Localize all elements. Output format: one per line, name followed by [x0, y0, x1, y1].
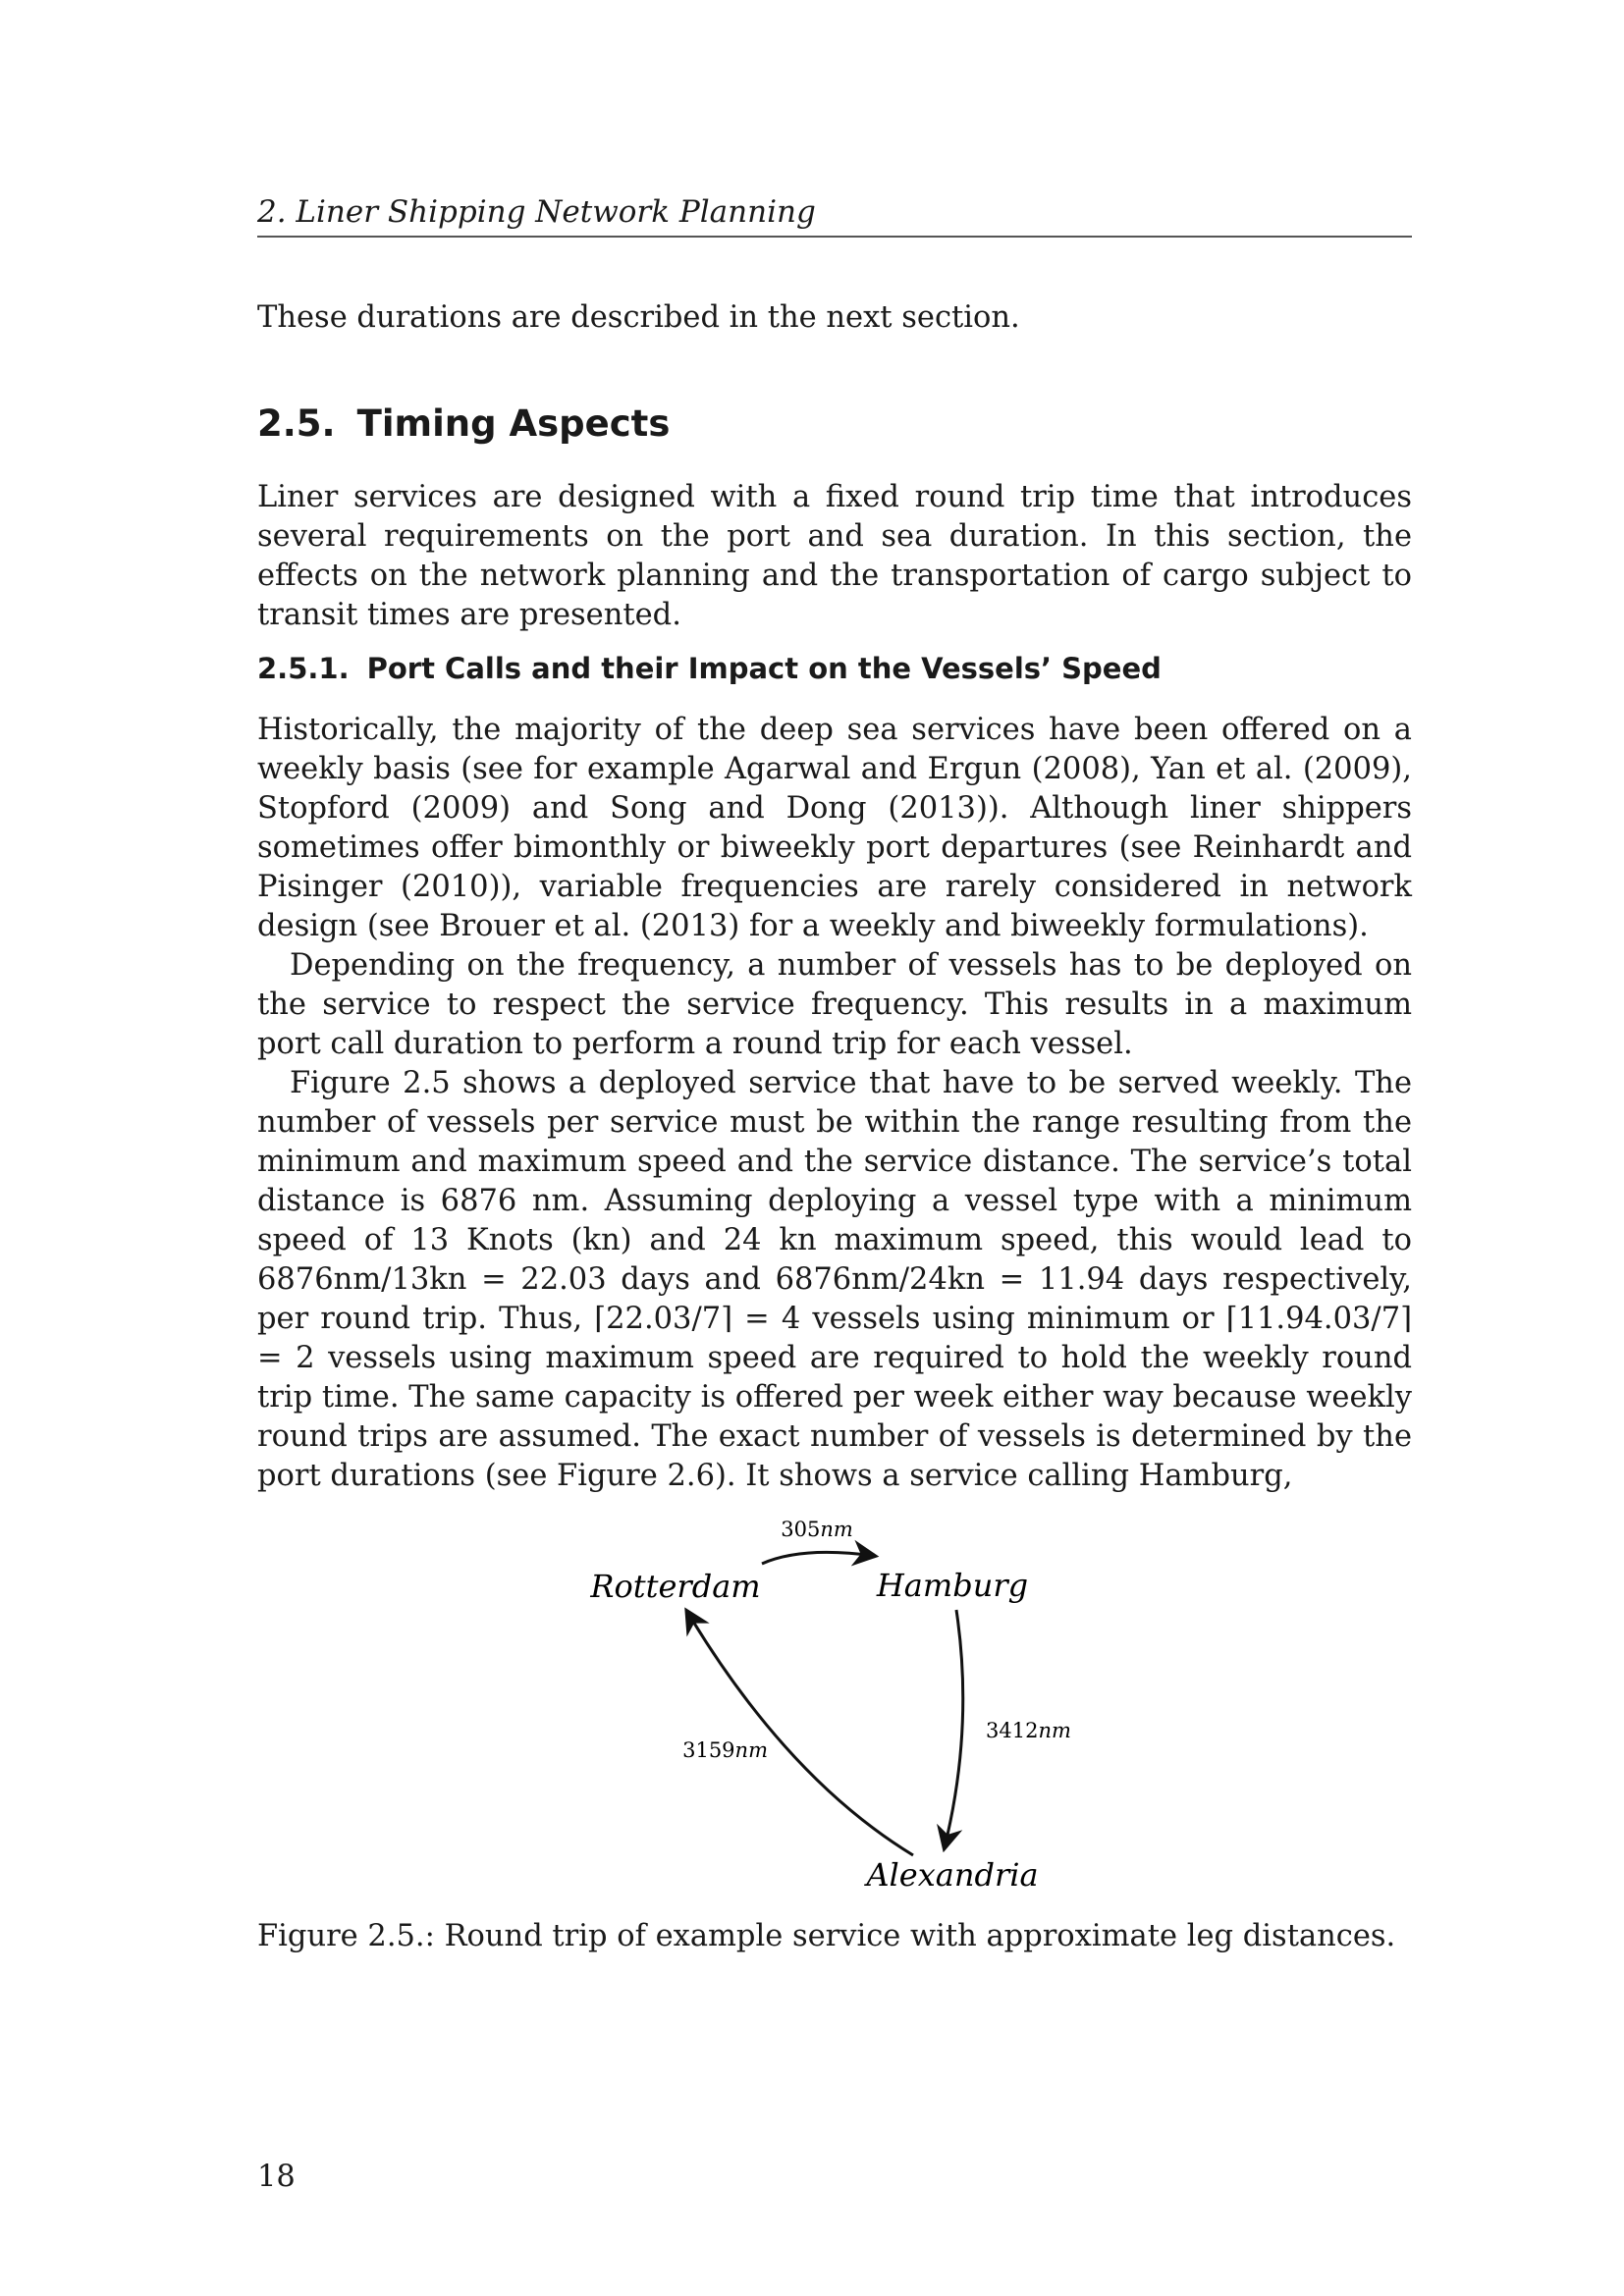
figure-caption: Figure 2.5.: Round trip of example service with approximate leg distances. — [257, 1919, 1396, 1953]
subsection-heading — [257, 649, 1162, 688]
port-label-alexandria: Alexandria — [866, 1856, 1039, 1894]
running-header: 2. Liner Shipping Network Planning — [257, 192, 1412, 238]
leg-value-hamburg-alexandria: 3412 — [986, 1719, 1039, 1742]
section-paragraph-block — [257, 478, 1412, 635]
port-label-rotterdam: Rotterdam — [590, 1568, 761, 1605]
section-paragraph: Liner services are designed with a fixed round trip time that introduces several requirements on the port and sea duration. In this section, the effects on the network planning and the transportation of cargo subject to transit times are presented. — [257, 480, 1412, 632]
body-paragraph-2: Depending on the frequency, a number of vessels has to be deployed on the service to respect the service frequency. This results in a maximum port call duration to perform a round trip for each vessel. — [257, 948, 1412, 1061]
section-title: Timing Aspects — [356, 402, 671, 445]
intro-paragraph — [257, 298, 1412, 338]
body-paragraph-1: Historically, the majority of the deep sea services have been offered on a weekly basis (see for example Agarwal and Ergun (2008), Yan et al. (2009), Stopford (2009) and Song and Dong (2013)). Although liner shippers sometimes offer bimonthly or biweekly port departures (see Reinhardt and Pisinger (2010)), variable frequencies are rarely considered in network design (see Brouer et al. (2013) for a weekly and biweekly formulations). — [257, 713, 1412, 943]
port-label-hamburg: Hamburg — [876, 1567, 1029, 1604]
intro-line: These durations are described in the next section. — [257, 300, 1020, 335]
leg-unit-rotterdam-hamburg: nm — [820, 1518, 853, 1541]
section-number: 2.5. — [257, 402, 336, 445]
leg-value-alexandria-rotterdam: 3159 — [682, 1738, 735, 1762]
subsection-number: 2.5.1. — [257, 652, 350, 685]
subsection-title: Port Calls and their Impact on the Vessels’ Speed — [366, 652, 1162, 685]
leg-value-rotterdam-hamburg: 305 — [781, 1518, 821, 1541]
round-trip-figure — [257, 1492, 1412, 1904]
subsection-body — [257, 711, 1412, 1496]
leg-unit-alexandria-rotterdam: nm — [734, 1738, 768, 1762]
section-heading — [257, 400, 670, 448]
leg-label-rotterdam-hamburg — [781, 1518, 853, 1541]
page-number: 18 — [257, 2160, 296, 2194]
leg-unit-hamburg-alexandria: nm — [1038, 1719, 1071, 1742]
leg-label-alexandria-rotterdam — [682, 1738, 768, 1762]
leg-arrow-alexandria-rotterdam — [687, 1612, 913, 1855]
body-paragraph-3: Figure 2.5 shows a deployed service that have to be served weekly. The number of vessels per service must be within the range resulting from the minimum and maximum speed and the service distance. The service’s total distance is 6876 nm. Assuming deploying a vessel type with a minimum speed of 13 Knots (kn) and 24 kn maximum speed, this would lead to 6876nm/13kn = 22.03 days and 6876nm/24kn = 11.94 days respectively, per round trip. Thus, ⌈22.03/7⌉ = 4 vessels using minimum or ⌈11.94.03/7⌉ = 2 vessels using maximum speed are required to hold the weekly round trip time. The same capacity is offered per week either way because weekly round trips are assumed. The exact number of vessels is determined by the port durations (see Figure 2.6). It shows a service calling Hamburg, — [257, 1066, 1412, 1493]
leg-arrow-rotterdam-hamburg — [762, 1552, 874, 1564]
page — [257, 0, 1412, 2296]
leg-arrow-hamburg-alexandria — [945, 1610, 963, 1847]
leg-label-hamburg-alexandria — [986, 1719, 1071, 1742]
